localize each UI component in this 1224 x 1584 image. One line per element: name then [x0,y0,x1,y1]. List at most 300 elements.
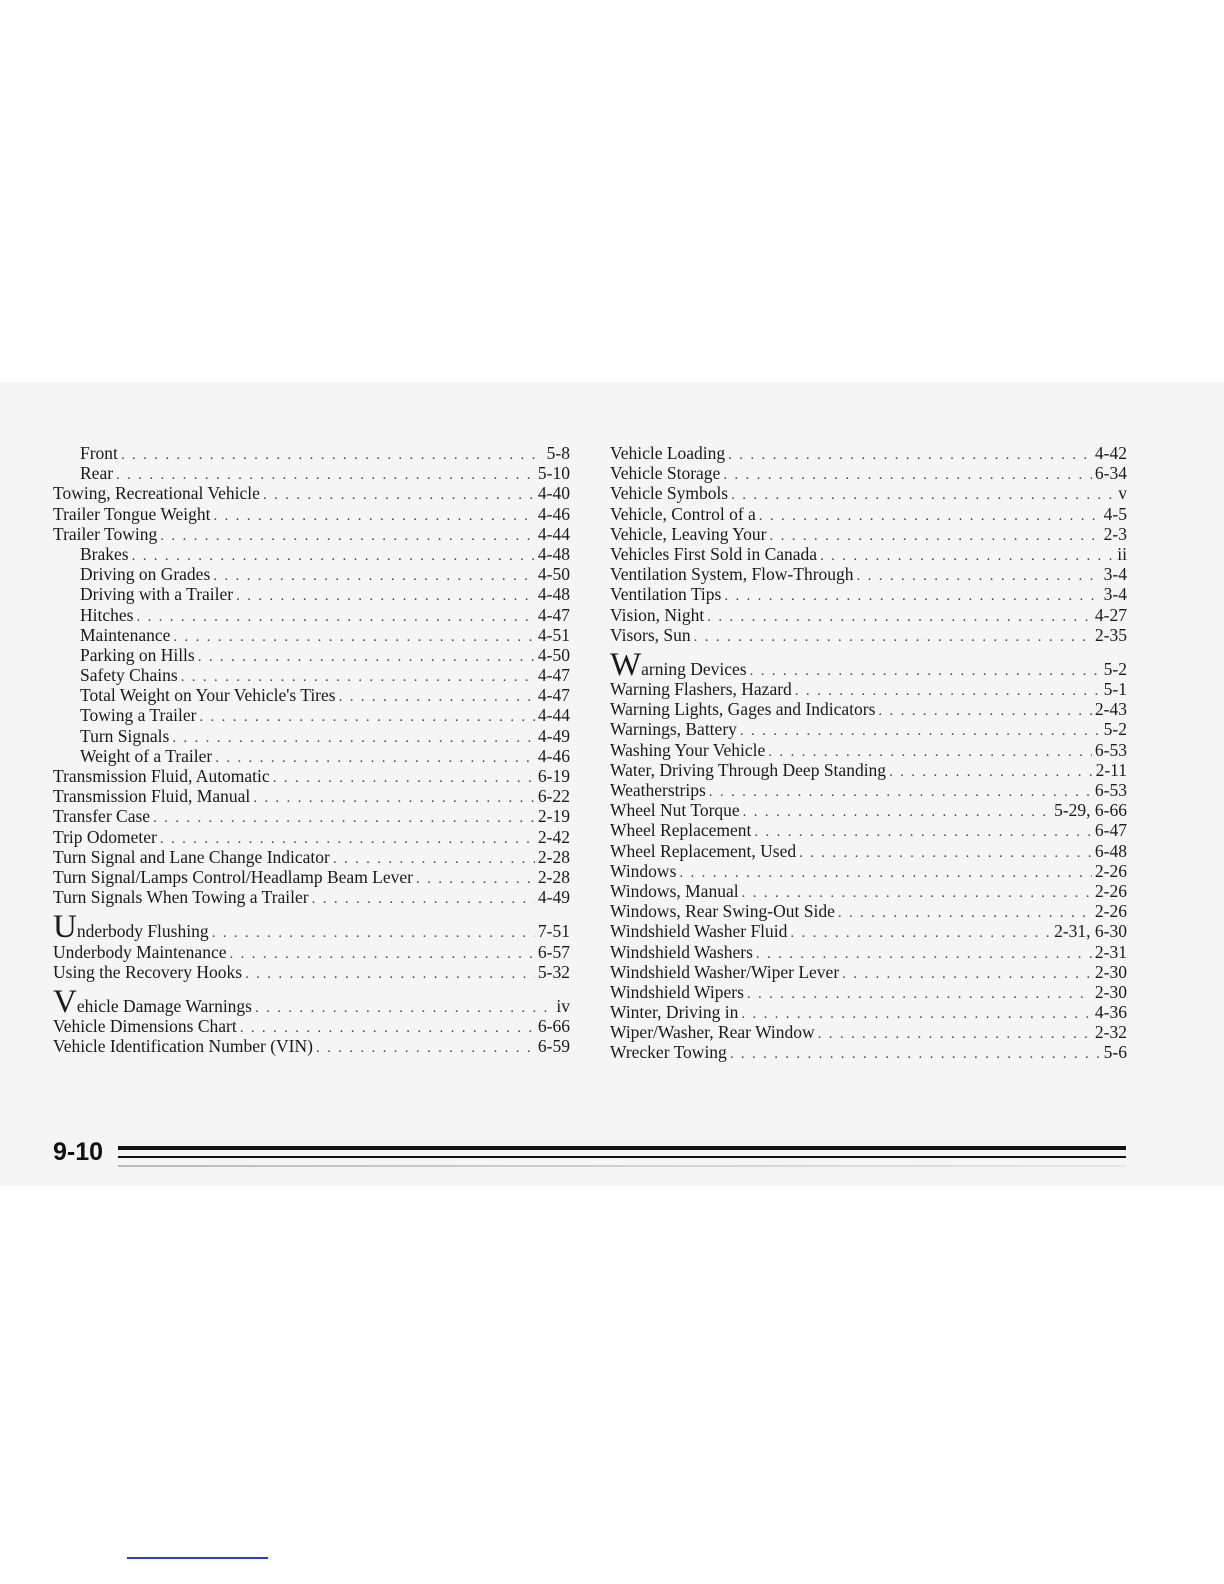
entry-label [610,584,721,604]
entry-page-ref: 5-8 [546,443,570,463]
entry-label [80,463,113,483]
entry-label [80,605,133,625]
index-entry [610,921,1127,941]
dot-leader [750,661,1101,681]
entry-page-ref: 4-47 [537,665,570,686]
dot-leader [199,707,535,727]
entry-page-ref: iv [556,995,570,1016]
entry-page-ref: 4-46 [537,503,570,524]
dot-leader [838,903,1092,923]
index-subentry [53,685,570,705]
entry-page-ref: 6-66 [537,1016,570,1037]
entry-label [610,921,787,941]
entry-label [53,867,413,887]
dot-leader [198,647,535,667]
section-letter: V [53,983,77,1020]
index-subentry [53,605,570,625]
entry-label [610,881,739,901]
entry-label [53,504,210,524]
entry-label [80,645,195,665]
dot-leader [245,964,535,984]
entry-page-ref: 7-51 [537,921,570,942]
dot-leader [799,843,1092,863]
entry-page-ref: 2-30 [1094,981,1127,1002]
index-entry [610,504,1127,524]
index-entry [53,887,570,907]
entry-label [610,564,854,584]
index-entry [610,841,1127,861]
index-entry [610,544,1127,564]
dot-leader [160,526,535,546]
entry-text: ehicle Damage Warnings [76,995,252,1016]
entry-label [80,665,178,685]
entry-page-ref: 2-32 [1094,1022,1127,1043]
entry-page-ref: 4-49 [537,887,570,908]
entry-text: nderbody Flushing [76,921,209,942]
entry-text: Trailer Towing [53,523,158,544]
index-entry [610,625,1127,645]
entry-label [53,827,157,847]
entry-text: Vehicle Loading [610,443,726,463]
entry-text: Vehicle, Control of a [610,503,756,524]
dot-leader [770,526,1101,546]
entry-label [610,800,740,820]
entry-label [53,909,209,946]
entry-label [80,544,129,564]
dot-leader [679,863,1092,883]
index-column-left [53,443,570,1056]
entry-label [53,483,260,503]
entry-text: Visors, Sun [610,624,691,645]
entry-label [610,625,691,645]
entry-label [610,962,839,982]
entry-text: Ventilation System, Flow-Through [610,564,854,585]
dot-leader [416,869,535,889]
footer-rule [118,1146,1126,1158]
entry-page-ref: 6-34 [1094,463,1127,484]
entry-page-ref: 5-1 [1103,679,1127,700]
entry-page-ref: 6-53 [1094,780,1127,800]
entry-page-ref: 6-59 [537,1036,570,1057]
entry-page-ref: 2-31 [1094,941,1127,962]
index-subentry [53,705,570,725]
entry-text: Towing, Recreational Vehicle [53,483,260,504]
entry-label [610,646,747,683]
entry-text: Vehicle Symbols [610,483,729,504]
entry-label [610,483,728,503]
entry-text: Windshield Washer Fluid [610,921,788,942]
entry-text: Turn Signal/Lamps Control/Headlamp Beam Lever [53,866,413,887]
entry-text: Warning Lights, Gages and Indicators [610,699,876,720]
entry-page-ref: 5-2 [1103,658,1127,679]
entry-page-ref: 2-26 [1094,860,1127,881]
dot-leader [339,687,535,707]
entry-text: Windows, Rear Swing-Out Side [610,901,835,922]
entry-text: Transmission Fluid, Automatic [53,766,270,786]
entry-label [610,544,817,564]
entry-text: Wheel Nut Torque [610,800,740,821]
dot-leader [743,802,1051,822]
entry-page-ref: 4-47 [537,685,570,706]
entry-label [53,524,157,544]
index-subentry [53,726,570,746]
entry-text: Warnings, Battery [610,719,737,740]
index-entry [53,867,570,887]
entry-label [80,564,210,584]
entry-text: Water, Driving Through Deep Standing [610,759,887,780]
index-entry [610,699,1127,719]
entry-label [610,679,792,699]
index-entry [610,1002,1127,1022]
entry-page-ref: 4-36 [1094,1002,1127,1023]
entry-text: Washing Your Vehicle [610,739,766,760]
entry-text: Warning Flashers, Hazard [610,679,792,700]
entry-text: Vehicles First Sold in Canada [610,543,818,564]
entry-page-ref: 4-48 [537,584,570,605]
entry-page-ref: 2-26 [1094,880,1127,901]
entry-text: Trip Odometer [53,826,157,847]
index-subentry [53,463,570,483]
entry-page-ref: 4-44 [537,523,570,544]
index-entry [610,740,1127,760]
entry-label [80,746,212,766]
entry-page-ref: 2-11 [1095,759,1127,780]
entry-text: Windshield Washers [610,941,753,962]
entry-page-ref: 4-47 [537,604,570,625]
entry-text: Driving on Grades [80,564,211,585]
dot-leader [333,849,535,869]
entry-page-ref: 2-3 [1103,523,1127,544]
index-entry [610,564,1127,584]
entry-label [80,726,169,746]
entry-page-ref: 6-22 [537,786,570,807]
entry-page-ref: 4-46 [537,745,570,766]
entry-label [53,786,250,806]
entry-text: Vehicle, Leaving Your [610,523,767,544]
dot-leader [253,788,535,808]
index-subentry [53,584,570,604]
entry-page-ref: 6-53 [1094,739,1127,760]
dot-leader [181,667,535,687]
entry-page-ref: 2-43 [1094,699,1127,720]
entry-label [53,766,270,786]
entry-text: Turn Signal and Lane Change Indicator [53,846,330,867]
entry-label [80,625,170,645]
index-entry [610,820,1127,840]
section-letter: U [53,909,77,946]
entry-label [610,719,737,739]
index-entry [53,1016,570,1036]
dot-leader [724,586,1100,606]
entry-text: Front [80,443,118,463]
entry-text: Hitches [80,604,134,625]
dot-leader [229,944,534,964]
index-entry [610,982,1127,1002]
entry-text: Wheel Replacement, Used [610,840,797,861]
dot-leader [742,883,1092,903]
entry-text: Wrecker Towing [610,1042,727,1063]
entry-page-ref: 2-35 [1094,624,1127,645]
index-entry [610,800,1127,820]
entry-label [610,1042,727,1062]
dot-leader [759,506,1101,526]
entry-page-ref: 5-6 [1103,1042,1127,1063]
entry-page-ref: 3-4 [1103,564,1127,585]
entry-label [80,705,196,725]
index-subentry [53,665,570,685]
entry-text: Brakes [80,543,129,564]
index-entry [53,983,570,1020]
entry-label [53,983,252,1020]
entry-text: Windows, Manual [610,880,739,901]
dot-leader [116,465,535,485]
entry-page-ref: 2-31, 6-30 [1054,921,1127,942]
dot-leader [709,782,1092,802]
dot-leader [723,465,1092,485]
entry-page-ref: 4-27 [1094,604,1127,625]
entry-text: Vehicle Identification Number (VIN) [53,1036,313,1057]
entry-label [610,780,706,800]
entry-page-ref: 4-50 [537,564,570,585]
entry-page-ref: 6-19 [537,766,570,786]
entry-text: Vehicle Storage [610,463,721,484]
entry-text: Total Weight on Your Vehicle's Tires [80,685,336,706]
index-entry [610,901,1127,921]
entry-page-ref: 5-10 [537,463,570,484]
dot-leader [878,701,1092,721]
entry-text: Trailer Tongue Weight [53,503,211,524]
index-entry [610,760,1127,780]
index-entry [53,504,570,524]
entry-label [610,820,751,840]
entry-label [53,962,242,982]
dot-leader [212,923,535,943]
entry-label [610,1022,815,1042]
entry-page-ref: 6-48 [1094,840,1127,861]
index-entry [53,766,570,786]
dot-leader [213,566,535,586]
entry-text: Rear [80,463,114,484]
entry-text: Turn Signals When Towing a Trailer [53,887,309,908]
entry-label [610,901,835,921]
index-entry [610,1042,1127,1062]
entry-text: Weatherstrips [610,780,706,800]
index-entry [53,827,570,847]
dot-leader [215,748,535,768]
dot-leader [213,506,534,526]
entry-text: Underbody Maintenance [53,941,227,962]
index-entry [610,524,1127,544]
dot-leader [730,1044,1101,1064]
index-entry [610,605,1127,625]
dot-leader [790,923,1051,943]
index-entry [610,1022,1127,1042]
entry-text: Windows [610,860,677,881]
entry-label [610,740,765,760]
entry-label [53,942,226,962]
index-entry [53,847,570,867]
entry-page-ref: 2-19 [537,806,570,827]
entry-label [80,443,118,463]
entry-label [610,1002,738,1022]
entry-text: Towing a Trailer [80,705,197,726]
index-subentry [53,645,570,665]
dot-leader [240,1018,535,1038]
entry-text: Windshield Wipers [610,981,744,1002]
index-entry [610,679,1127,699]
entry-label [53,806,150,826]
dot-leader [273,768,535,788]
footer-rule-shadow [118,1165,1126,1167]
entry-page-ref: 3-4 [1103,584,1127,605]
dot-leader [740,721,1101,741]
entry-label [610,605,704,625]
entry-text: Transmission Fluid, Manual [53,786,251,807]
entry-text: Windshield Washer/Wiper Lever [610,961,840,982]
dot-leader [160,829,535,849]
index-entry [53,962,570,982]
section-letter: W [610,646,642,683]
dot-leader [136,607,534,627]
entry-text: Vehicle Dimensions Chart [53,1016,237,1037]
entry-page-ref: 5-29, 6-66 [1054,800,1127,821]
dot-leader [316,1038,535,1058]
entry-text: Maintenance [80,624,171,645]
entry-page-ref: 5-32 [537,961,570,982]
entry-page-ref: 4-44 [537,705,570,726]
index-entry [610,646,1127,683]
dot-leader [172,728,535,748]
entry-page-ref: 2-28 [537,866,570,887]
entry-page-ref: 4-5 [1103,503,1127,524]
entry-page-ref: 2-30 [1094,961,1127,982]
entry-text: Ventilation Tips [610,584,722,605]
entry-text: Wiper/Washer, Rear Window [610,1022,815,1043]
index-entry [610,780,1127,800]
entry-text: Vision, Night [610,604,705,625]
entry-page-ref: ii [1117,543,1127,564]
dot-leader [889,762,1093,782]
entry-text: Transfer Case [53,806,151,827]
index-entry [610,962,1127,982]
index-entry [53,909,570,946]
entry-label [610,841,796,861]
entry-page-ref: 2-26 [1094,901,1127,922]
entry-text: arning Devices [641,658,747,679]
dot-leader [236,586,535,606]
entry-page-ref: 6-57 [537,941,570,962]
entry-text: Safety Chains [80,665,178,686]
entry-label [53,887,309,907]
entry-page-ref: 6-47 [1094,820,1127,841]
index-subentry [53,746,570,766]
entry-page-ref: 2-28 [537,846,570,867]
dot-leader [153,808,535,828]
index-entry [53,524,570,544]
index-entry [610,584,1127,604]
dot-leader [312,889,535,909]
entry-text: Wheel Replacement [610,820,752,841]
entry-label [610,524,767,544]
index-entry [610,443,1127,463]
entry-text: Using the Recovery Hooks [53,961,243,982]
index-entry [610,861,1127,881]
entry-label [610,982,744,1002]
page-number: 9-10 [53,1138,104,1166]
index-entry [610,483,1127,503]
dot-leader [818,1024,1092,1044]
dot-leader [741,1004,1092,1024]
dot-leader [756,944,1092,964]
dot-leader [842,964,1092,984]
dot-leader [768,742,1092,762]
dot-leader [173,627,535,647]
section-gap [53,907,570,921]
dot-leader [731,485,1115,505]
index-entry [53,483,570,503]
index-subentry [53,544,570,564]
entry-text: Weight of a Trailer [80,745,213,766]
dot-leader [820,546,1114,566]
dot-leader [754,822,1092,842]
index-entry [53,806,570,826]
entry-page-ref: 4-51 [537,624,570,645]
index-subentry [53,625,570,645]
entry-page-ref: v [1118,483,1127,504]
dot-leader [255,998,553,1018]
entry-label [80,685,336,705]
entry-page-ref: 5-2 [1103,719,1127,740]
index-entry [53,786,570,806]
index-subentry [53,564,570,584]
index-entry [610,881,1127,901]
entry-text: Turn Signals [80,725,170,746]
entry-label [610,699,875,719]
bottom-link-underline [127,1557,268,1559]
entry-text: Winter, Driving in [610,1002,739,1023]
index-entry [53,1036,570,1056]
entry-label [80,584,233,604]
dot-leader [795,681,1101,701]
entry-page-ref: 4-42 [1094,443,1127,463]
entry-text: Driving with a Trailer [80,584,234,605]
index-entry [53,942,570,962]
dot-leader [694,627,1092,647]
index-column-right [610,443,1127,1063]
entry-label [53,1036,313,1056]
dot-leader [263,485,535,505]
entry-label [53,847,330,867]
index-entry [610,719,1127,739]
dot-leader [121,445,544,465]
index-entry [610,463,1127,483]
entry-label [610,504,756,524]
entry-page-ref: 4-49 [537,725,570,746]
index-subentry [53,443,570,463]
entry-page-ref: 4-48 [537,543,570,564]
entry-label [53,1016,237,1036]
entry-label [610,942,753,962]
section-gap [610,645,1127,659]
entry-label [610,443,725,463]
dot-leader [728,445,1092,465]
index-entry [610,942,1127,962]
entry-page-ref: 4-50 [537,644,570,665]
entry-text: Parking on Hills [80,644,195,665]
entry-label [610,861,676,881]
dot-leader [857,566,1101,586]
section-gap [53,982,570,996]
